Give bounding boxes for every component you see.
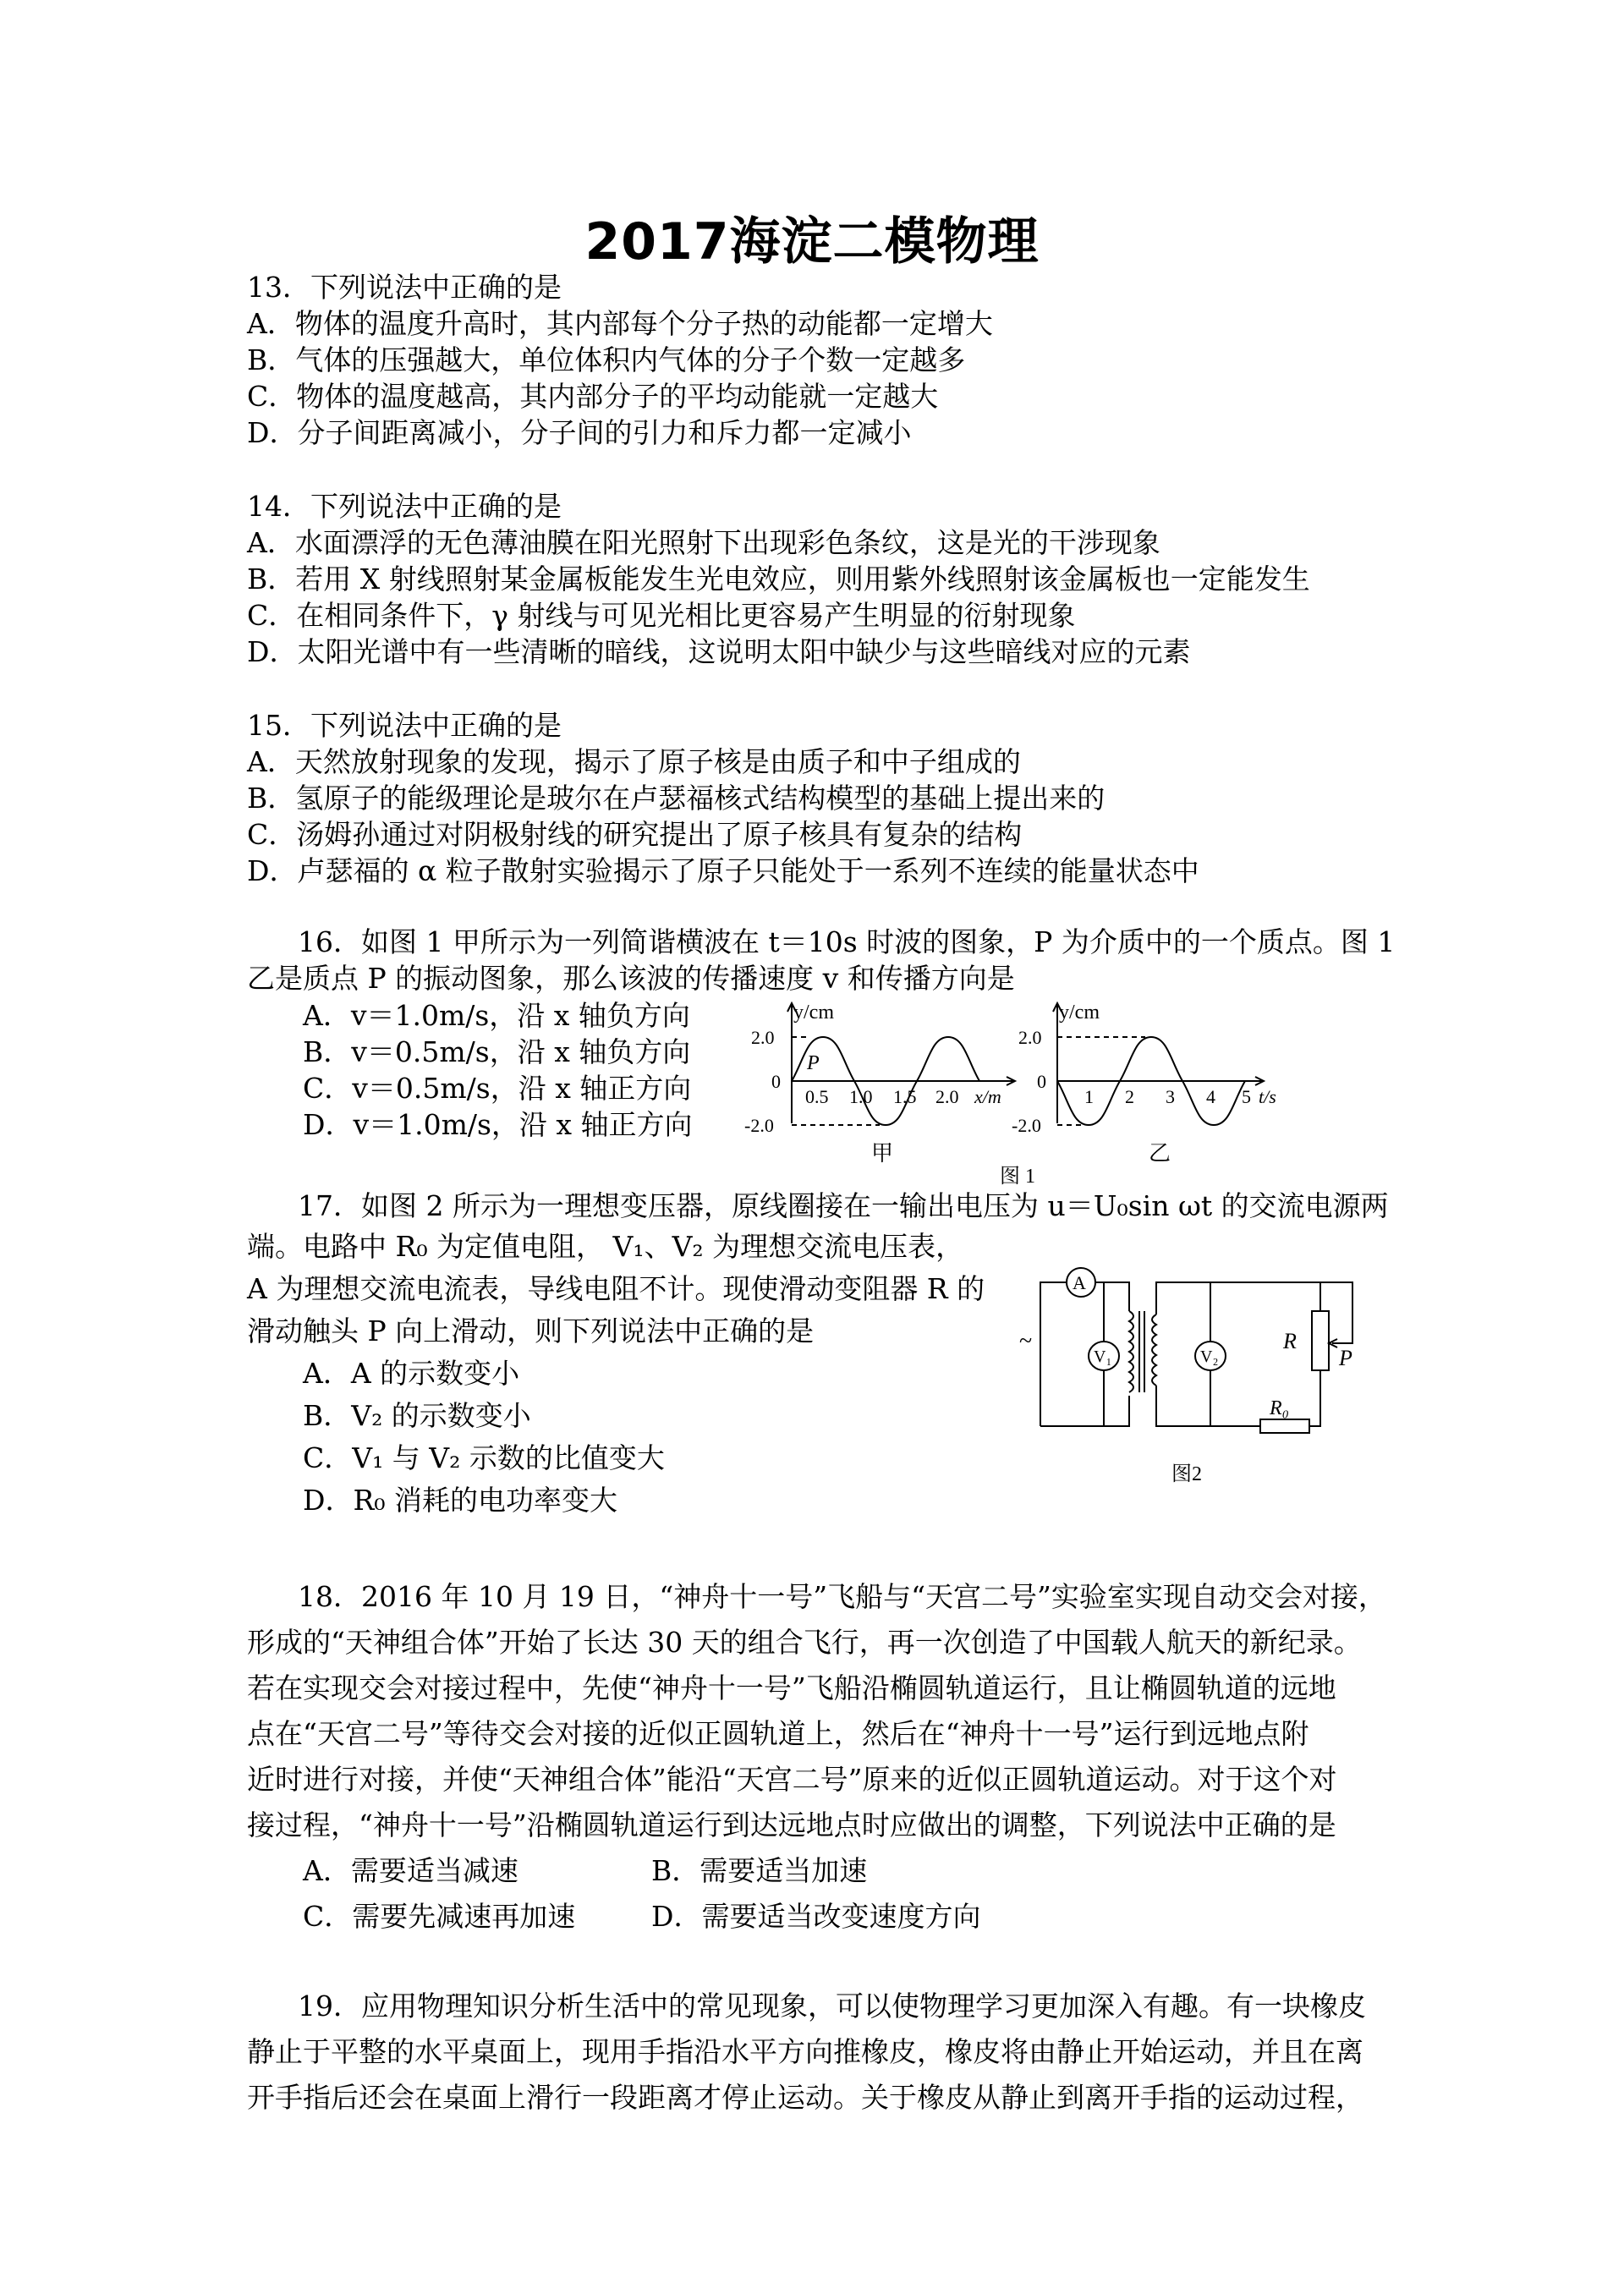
option-d: D．R₀ 消耗的电功率变大 (303, 1484, 618, 1517)
option-d: D．卢瑟福的 α 粒子散射实验揭示了原子只能处于一系列不连续的能量状态中 (247, 854, 1199, 887)
r0-label: R₀ (1270, 1397, 1290, 1419)
right-xlabel: t/s (1259, 1086, 1276, 1107)
v1-label: V₁ (1094, 1347, 1112, 1366)
option-b: B．氢原子的能级理论是玻尔在卢瑟福核式结构模型的基础上提出来的 (247, 782, 1106, 815)
option-c: C．物体的温度越高，其内部分子的平均动能就一定越大 (247, 380, 939, 413)
option-a: A．v＝1.0m/s，沿 x 轴负方向 (303, 999, 690, 1032)
question-stem: 13．下列说法中正确的是 (247, 271, 562, 304)
slider-p-label: P (1339, 1346, 1352, 1370)
option-c: C．汤姆孙通过对阴极射线的研究提出了原子核具有复杂的结构 (247, 818, 1023, 851)
question-stem-line-3: A 为理想交流电流表，导线电阻不计。现使滑动变阻器 R 的 (247, 1272, 985, 1305)
right-xtick-1: 1 (1084, 1086, 1094, 1107)
right-xtick-5: 5 (1242, 1086, 1251, 1107)
question-line-4: 点在“天宫二号”等待交会对接的近似正圆轨道上，然后在“神舟十一号”运行到远地点附 (247, 1717, 1309, 1750)
question-stem: 15．下列说法中正确的是 (247, 709, 562, 742)
question-stem-line-4: 滑动触头 P 向上滑动，则下列说法中正确的是 (247, 1314, 815, 1347)
option-c: C．需要先减速再加速 (303, 1900, 576, 1933)
question-line-1: 18．2016 年 10 月 19 日，“神舟十一号”飞船与“天宫二号”实验室实现自动交会对接， (298, 1580, 1386, 1613)
question-line-1: 19．应用物理知识分析生活中的常见现象，可以使物理学习更加深入有趣。有一块橡皮 (298, 1989, 1366, 2022)
secondary-coil (1152, 1314, 1156, 1386)
question-line-6: 接过程，“神舟十一号”沿椭圆轨道运行到达远地点时应做出的调整，下列说法中正确的是 (247, 1808, 1336, 1841)
left-figure-label: 甲 (871, 1141, 894, 1166)
option-d: D．太阳光谱中有一些清晰的暗线，这说明太阳中缺少与这些暗线对应的元素 (247, 635, 1191, 668)
left-ytick-zero: 0 (771, 1071, 781, 1092)
question-line-5: 近时进行对接，并使“天神组合体”能沿“天宫二号”原来的近似正圆轨道运动。对于这个对 (247, 1763, 1337, 1796)
v2-label: V₂ (1200, 1347, 1219, 1366)
question-stem-line-2: 乙是质点 P 的振动图象，那么该波的传播速度 v 和传播方向是 (247, 962, 1015, 995)
option-d: D．分子间距离减小，分子间的引力和斥力都一定减小 (247, 416, 912, 449)
rheostat-r (1312, 1311, 1329, 1370)
option-c: C．在相同条件下，γ 射线与可见光相比更容易产生明显的衍射现象 (247, 599, 1076, 632)
right-xtick-2: 2 (1125, 1086, 1134, 1107)
right-xtick-4: 4 (1206, 1086, 1215, 1107)
option-b: B．气体的压强越大，单位体积内气体的分子个数一定越多 (247, 343, 966, 376)
figure-1 (736, 998, 1345, 1193)
figure-2 (1011, 1259, 1383, 1487)
option-d: D．v＝1.0m/s，沿 x 轴正方向 (303, 1108, 693, 1141)
question-line-2: 形成的“天神组合体”开始了长达 30 天的组合飞行，再一次创造了中国载人航天的新纪录。 (247, 1626, 1362, 1659)
option-b: B．需要适当加速 (651, 1854, 868, 1887)
left-xtick-3: 1.5 (893, 1086, 917, 1107)
left-ytick-top: 2.0 (751, 1027, 775, 1048)
option-b: B．v＝0.5m/s，沿 x 轴负方向 (303, 1035, 691, 1068)
right-ytick-zero: 0 (1037, 1071, 1046, 1092)
rheostat-label: R (1283, 1329, 1297, 1353)
right-ytick-top: 2.0 (1018, 1027, 1042, 1048)
left-xlabel: x/m (974, 1086, 1001, 1107)
question-line-3: 开手指后还会在桌面上滑行一段距离才停止运动。关于橡皮从静止到离开手指的运动过程， (247, 2081, 1363, 2114)
question-stem-line-1: 17．如图 2 所示为一理想变压器，原线圈接在一输出电压为 u＝U₀sin ωt 的交流电源两 (298, 1189, 1389, 1222)
left-xtick-1: 0.5 (805, 1086, 829, 1107)
page-title: 2017海淀二模物理 (584, 212, 1040, 272)
point-p-label: P (807, 1052, 820, 1074)
primary-coil (1129, 1311, 1133, 1392)
resistor-r0 (1260, 1419, 1309, 1433)
left-xtick-4: 2.0 (935, 1086, 959, 1107)
right-ytick-bottom: -2.0 (1012, 1115, 1041, 1136)
question-stem: 14．下列说法中正确的是 (247, 490, 562, 523)
right-ylabel: y/cm (1059, 1002, 1100, 1024)
option-a: A．水面漂浮的无色薄油膜在阳光照射下出现彩色条纹，这是光的干涉现象 (247, 526, 1160, 559)
left-ytick-bottom: -2.0 (744, 1115, 774, 1136)
right-xtick-3: 3 (1166, 1086, 1175, 1107)
figure-1-caption: 图 1 (1000, 1166, 1035, 1188)
question-stem-line-1: 16．如图 1 甲所示为一列简谐横波在 t＝10s 时波的图象，P 为介质中的一个质点。图 1 (298, 925, 1396, 958)
question-stem-line-2: 端。电路中 R₀ 为定值电阻， V₁、V₂ 为理想交流电压表， (247, 1230, 964, 1263)
left-xtick-2: 1.0 (849, 1086, 873, 1107)
option-d: D．需要适当改变速度方向 (651, 1900, 981, 1933)
ac-source-symbol: ~ (1019, 1328, 1033, 1354)
question-line-2: 静止于平整的水平桌面上，现用手指沿水平方向推橡皮，橡皮将由静止开始运动，并且在离 (247, 2035, 1363, 2068)
option-a: A．需要适当减速 (303, 1854, 518, 1887)
question-line-3: 若在实现交会对接过程中，先使“神舟十一号”飞船沿椭圆轨道运行，且让椭圆轨道的远地 (247, 1671, 1336, 1704)
option-c: C．V₁ 与 V₂ 示数的比值变大 (303, 1441, 665, 1474)
option-a: A．天然放射现象的发现，揭示了原子核是由质子和中子组成的 (247, 745, 1021, 778)
option-a: A．A 的示数变小 (303, 1357, 520, 1390)
figure-2-caption: 图2 (1171, 1463, 1202, 1485)
right-figure-label: 乙 (1149, 1141, 1171, 1166)
option-b: B．V₂ 的示数变小 (303, 1399, 531, 1432)
option-a: A．物体的温度升高时，其内部每个分子热的动能都一定增大 (247, 307, 993, 340)
option-b: B．若用 X 射线照射某金属板能发生光电效应，则用紫外线照射该金属板也一定能发生 (247, 563, 1310, 595)
option-c: C．v＝0.5m/s，沿 x 轴正方向 (303, 1072, 692, 1105)
left-ylabel: y/cm (793, 1002, 834, 1024)
ammeter-label: A (1073, 1272, 1086, 1293)
